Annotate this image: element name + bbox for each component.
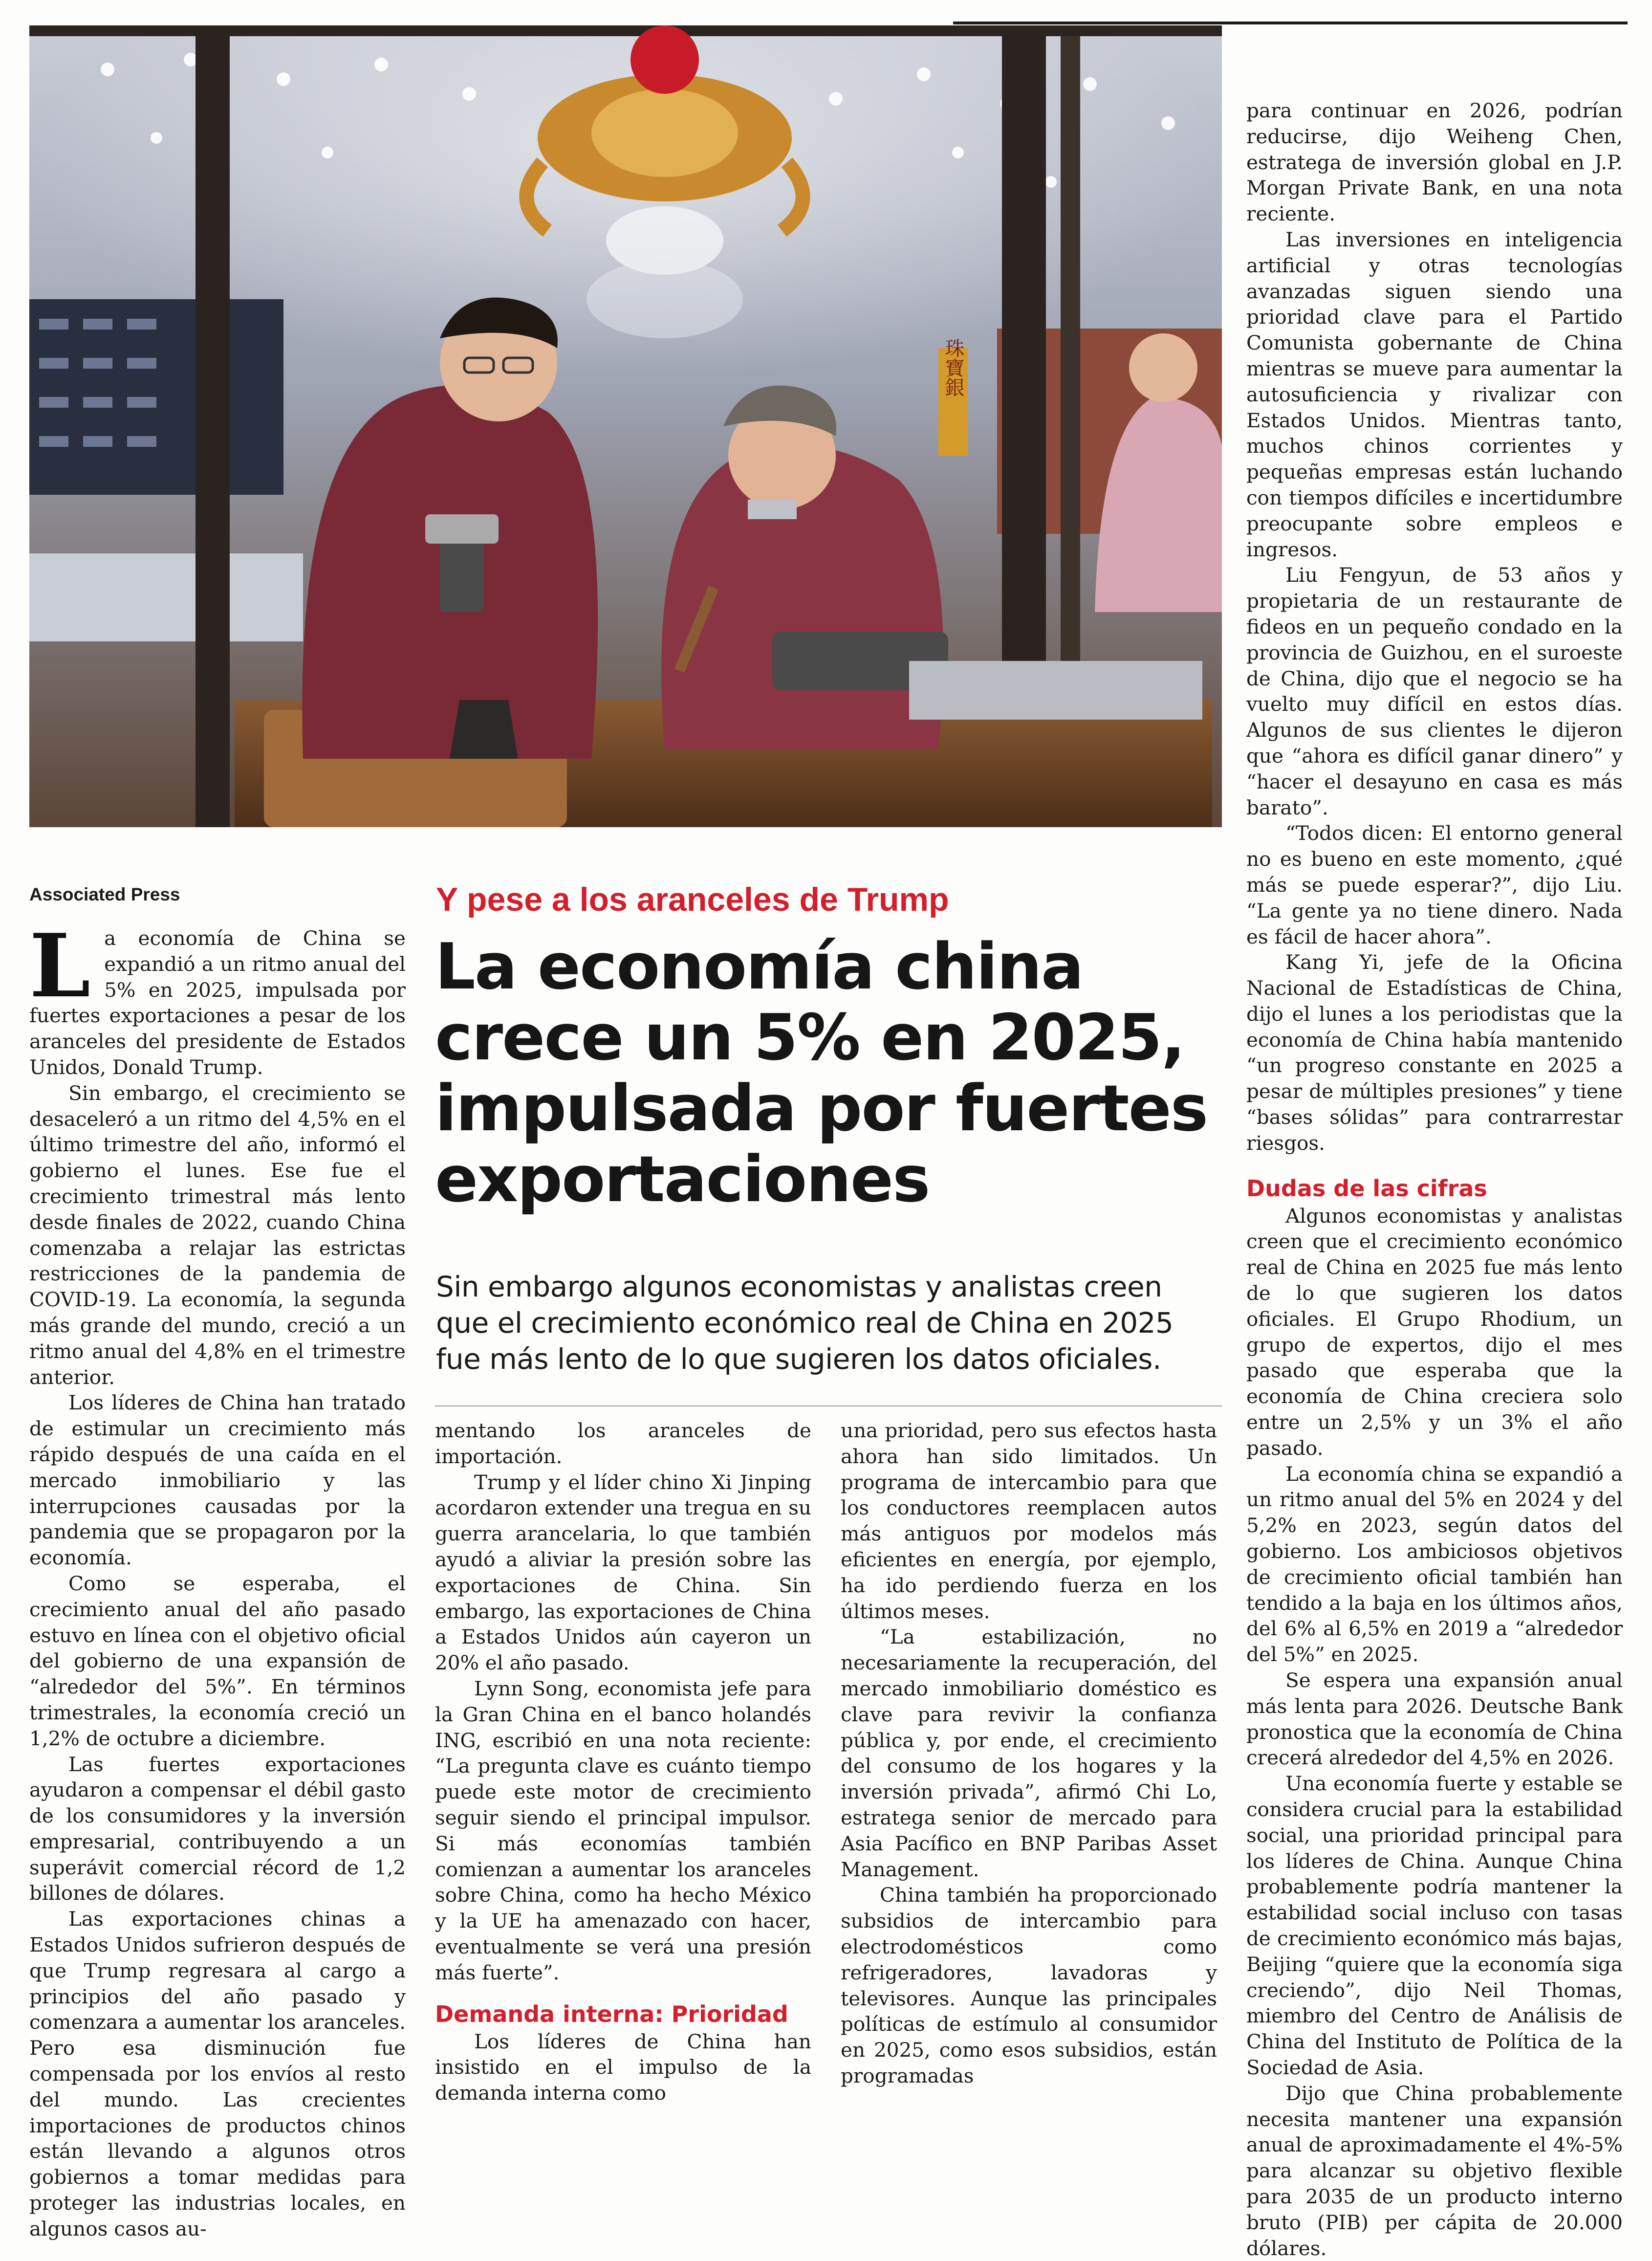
dek-rule [435, 1405, 1222, 1406]
paragraph: Las fuertes exportaciones ayudaron a compensar el débil gasto de los consumidores y la inversión empresarial, contribuyendo a un superávit comercial récord de 1,2 billones de dólares. [29, 1752, 406, 1905]
column-3 [841, 1418, 1217, 2089]
byline: Associated Press [29, 884, 180, 904]
paragraph: Dijo que China probablemente necesita mantener una expansión anual de aproximadamente el 4%-5% para alcanzar su objetivo flexible para 2035 de un producto interno bruto (PIB) per cápita de 20.000 dólares. [1246, 2081, 1623, 2260]
paragraph: Kang Yi, jefe de la Oficina Nacional de Estadísticas de China, dijo el lunes a los periodistas que la economía de China había mantenido “un progreso constante en 2025 a pesar de múltiples presiones” y tiene “bases sólidas” para contrarrestar riesgos. [1246, 950, 1623, 1155]
paragraph: Las inversiones en inteligencia artificial y otras tecnologías avanzadas siguen siendo una prioridad clave para el Partido Comunista gobernante de China mientras se mueve para aumentar la autosuficiencia y rivalizar con Estados Unidos. Mientras tanto, muchos chinos corrientes y pequeñas empresas están luchando con tiempos difíciles e incertidumbre preocupante sobre empleos e ingresos. [1246, 227, 1623, 561]
paragraph: Sin embargo, el crecimiento se desaceleró a un ritmo del 4,5% en el último trimestre del año, informó el gobierno el lunes. Ese fue el crecimiento trimestral más lento desde finales de 2022, cuando China comenzaba a relajar las estrictas restricciones de la pandemia de COVID-19. La economía, la segunda más grande del mundo, creció a un ritmo anual del 4,8% en el trimestre anterior. [29, 1081, 406, 1389]
paragraph: Liu Fengyun, de 53 años y propietaria de un restaurante de fideos en un pequeño condado en la provincia de Guizhou, en el suroeste de China, dijo que el negocio se ha vuelto muy difícil en estos días. Algunos de sus clientes le dijeron que “ahora es difícil ganar dinero” y “hacer el desayuno en casa es más barato”. [1246, 563, 1623, 819]
paragraph: China también ha proporcionado subsidios de intercambio para electrodomésticos como refrigeradores, lavadoras y televisores. Aunque las principales políticas de estímulo al consumidor en 2025, como esos subsidios, están programadas [841, 1883, 1217, 2087]
paragraph: para continuar en 2026, podrían reducirse, dijo Weiheng Chen, estratega de inversión global en J.P. Morgan Private Bank, en una nota reciente. [1246, 99, 1623, 226]
news-photo [29, 25, 1222, 827]
subhead-demanda: Demanda interna: Prioridad [435, 2000, 788, 2027]
column-1 [29, 915, 406, 2242]
paragraph: Los líderes de China han tratado de estimular un crecimiento más rápido después de una caída en el mercado inmobiliario y las interrupciones causadas por la pandemia que se propagaron por la economía. [29, 1391, 406, 1570]
kicker: Y pese a los aranceles de Trump [436, 881, 949, 918]
paragraph: Una economía fuerte y estable se considera crucial para la estabilidad social, una prioridad principal para los líderes de China. Aunque China probablemente podría mantener la estabilidad social incluso con tasas de crecimiento económico más bajas, Beijing “quiere que la economía siga creciendo”, dijo Neil Thomas, miembro del Centro de Análisis de China del Instituto de Política de la Sociedad de Asia. [1246, 1772, 1623, 2079]
photo-illustration [29, 25, 1222, 827]
dek: Sin embargo algunos economistas y analistas creen que el crecimiento económico real de China en 2025 fue más lento de lo que sugieren los datos oficiales. [436, 1270, 1174, 1376]
drop-cap: L [29, 915, 91, 1017]
paragraph: Algunos economistas y analistas creen que el crecimiento económico real de China en 2025 fue más lento de lo que sugieren los datos oficiales. El Grupo Rhodium, un grupo de expertos, dijo el mes pasado que esperaba que la economía de China creciera solo entre un 2,5% y un 3% el año pasado. [1246, 1204, 1623, 1460]
subhead-dudas: Dudas de las cifras [1246, 1175, 1487, 1202]
paragraph: Trump y el líder chino Xi Jinping acordaron extender una tregua en su guerra arancelaria, lo que también ayudó a aliviar la presión sobre las exportaciones de China. Sin embargo, las exportaciones de China a Estados Unidos aún cayeron un 20% el año pasado. [435, 1470, 811, 1675]
paragraph-text: a economía de China se expandió a un ritmo anual del 5% en 2025, impulsada por fuertes exportaciones a pesar de los aranceles del presidente de Estados Unidos, Donald Trump. [29, 926, 406, 1079]
column-4 [1246, 98, 1623, 2261]
paragraph: La economía china se expandió a un ritmo anual del 5% en 2024 y del 5,2% en 2023, según datos del gobierno. Los ambiciosos objetivos de crecimiento oficial también han tendido a la baja en los últimos años, del 6% al 6,5% en 2019 a “alrededor del 5%” en 2025. [1246, 1462, 1623, 1667]
paragraph: Lynn Song, economista jefe para la Gran China en el banco holandés ING, escribió en una nota reciente: “La pregunta clave es cuánto tiempo puede este motor de crecimiento seguir siendo el principal impulsor. Si más economías también comienzan a aumentar los aranceles sobre China, como ha hecho México y la UE ha amenazado con hacer, eventualmente se verá una presión más fuerte”. [435, 1676, 811, 1984]
headline: La economía china crece un 5% en 2025, impulsada por fuertes exportaciones [435, 929, 1208, 1216]
paragraph: “Todos dicen: El entorno general no es bueno en este momento, ¿qué más se puede esperar?”, dijo Liu. “La gente ya no tiene dinero. Nada es fácil de hacer ahora”. [1246, 821, 1623, 948]
paragraph: mentando los aranceles de importación. [435, 1419, 811, 1468]
top-rule [953, 22, 1628, 24]
paragraph: Se espera una expansión anual más lenta para 2026. Deutsche Bank pronostica que la economía de China crecerá alrededor del 4,5% en 2026. [1246, 1668, 1623, 1770]
paragraph: “La estabilización, no necesariamente la recuperación, del mercado inmobiliario doméstico es clave para revivir la confianza pública y, por ende, el crecimiento del consumo de los hogares y la inversión privada”, afirmó Chi Lo, estratega senior de mercado para Asia Pacífico en BNP Paribas Asset Management. [841, 1625, 1217, 1881]
paragraph: Las exportaciones chinas a Estados Unidos sufrieron después de que Trump regresara al cargo a principios del año pasado y comenzara a aumentar los aranceles. Pero esa disminución fue compensada por los envíos al resto del mundo. Las crecientes importaciones de productos chinos están llevando a algunos otros gobiernos a tomar medidas para proteger las industrias locales, en algunos casos au- [29, 1907, 406, 2240]
column-2 [435, 1418, 811, 2106]
paragraph: una prioridad, pero sus efectos hasta ahora han sido limitados. Un programa de intercambio para que los conductores reemplacen autos más antiguos por modelos más eficientes en energía, por ejemplo, ha ido perdiendo fuerza en los últimos meses. [841, 1419, 1217, 1623]
paragraph [29, 915, 406, 1080]
paragraph: Como se esperaba, el crecimiento anual del año pasado estuvo en línea con el objetivo oficial del gobierno de una expansión de “alrededor del 5%”. En términos trimestrales, la economía creció un 1,2% de octubre a diciembre. [29, 1571, 406, 1750]
sign-text: 珠寶銀 [942, 338, 964, 397]
paragraph: Los líderes de China han insistido en el impulso de la demanda interna como [435, 2029, 811, 2105]
